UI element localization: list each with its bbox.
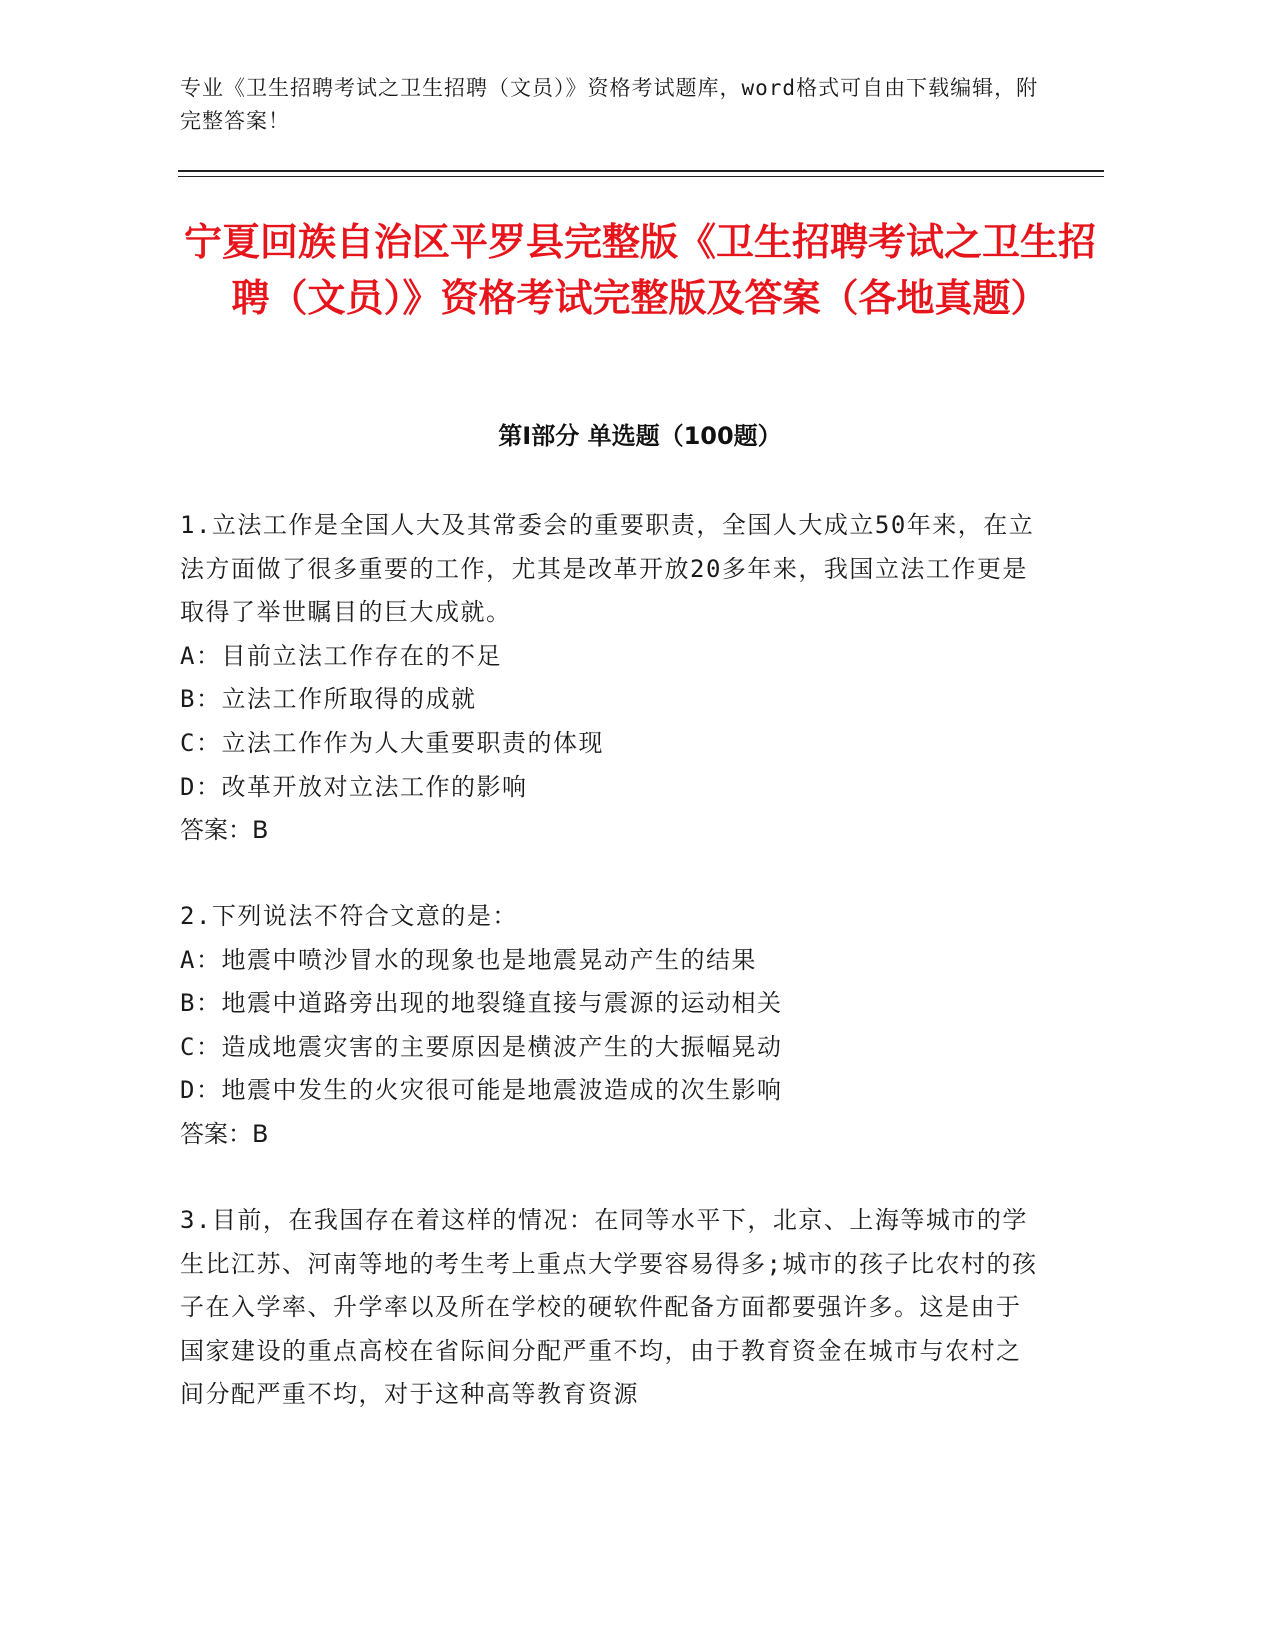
question-stem: 2.下列说法不符合文意的是： bbox=[180, 902, 518, 930]
question-3 bbox=[180, 1199, 1040, 1417]
question-stem: 3.目前，在我国存在着这样的情况：在同等水平下，北京、上海等城市的学生比江苏、河南等地的考生考上重点大学要容易得多;城市的孩子比农村的孩子在入学率、升学率以及所在学校的硬软件配备方面都要强许多。这是由于国家建设的重点高校在省际间分配严重不均，由于教育资金在城市与农村之间分配严重不均，对于这种高等教育资源 bbox=[180, 1206, 1038, 1409]
option-d: D：地震中发生的火灾很可能是地震波造成的次生影响 bbox=[180, 1076, 783, 1105]
option-d: D：改革开放对立法工作的影响 bbox=[180, 772, 528, 801]
header-divider-thin bbox=[178, 176, 1104, 177]
option-a: A：地震中喷沙冒水的现象也是地震晃动产生的结果 bbox=[180, 945, 757, 974]
question-stem: 1.立法工作是全国人大及其常委会的重要职责，全国人大成立50年来，在立法方面做了很多重要的工作，尤其是改革开放20多年来，我国立法工作更是取得了举世瞩目的巨大成就。 bbox=[180, 511, 1035, 627]
option-c: C：造成地震灾害的主要原因是横波产生的大振幅晃动 bbox=[180, 1032, 783, 1061]
header-divider bbox=[178, 170, 1104, 172]
option-a: A：目前立法工作存在的不足 bbox=[180, 641, 502, 670]
question-1 bbox=[180, 504, 1040, 853]
option-b: B：立法工作所取得的成就 bbox=[180, 685, 477, 714]
header-note: 专业《卫生招聘考试之卫生招聘（文员）》资格考试题库，word格式可自由下载编辑，附完整答案！ bbox=[180, 76, 1039, 133]
option-b: B：地震中道路旁出现的地裂缝直接与震源的运动相关 bbox=[180, 989, 783, 1018]
section-heading: 第I部分 单选题（100题） bbox=[498, 422, 782, 450]
option-c: C：立法工作作为人大重要职责的体现 bbox=[180, 728, 604, 757]
document-title: 宁夏回族自治区平罗县完整版《卫生招聘考试之卫生招聘（文员）》资格考试完整版及答案（各地真题） bbox=[183, 220, 1096, 320]
answer: 答案：B bbox=[180, 816, 269, 845]
question-2 bbox=[180, 895, 1040, 1157]
answer: 答案：B bbox=[180, 1119, 269, 1148]
